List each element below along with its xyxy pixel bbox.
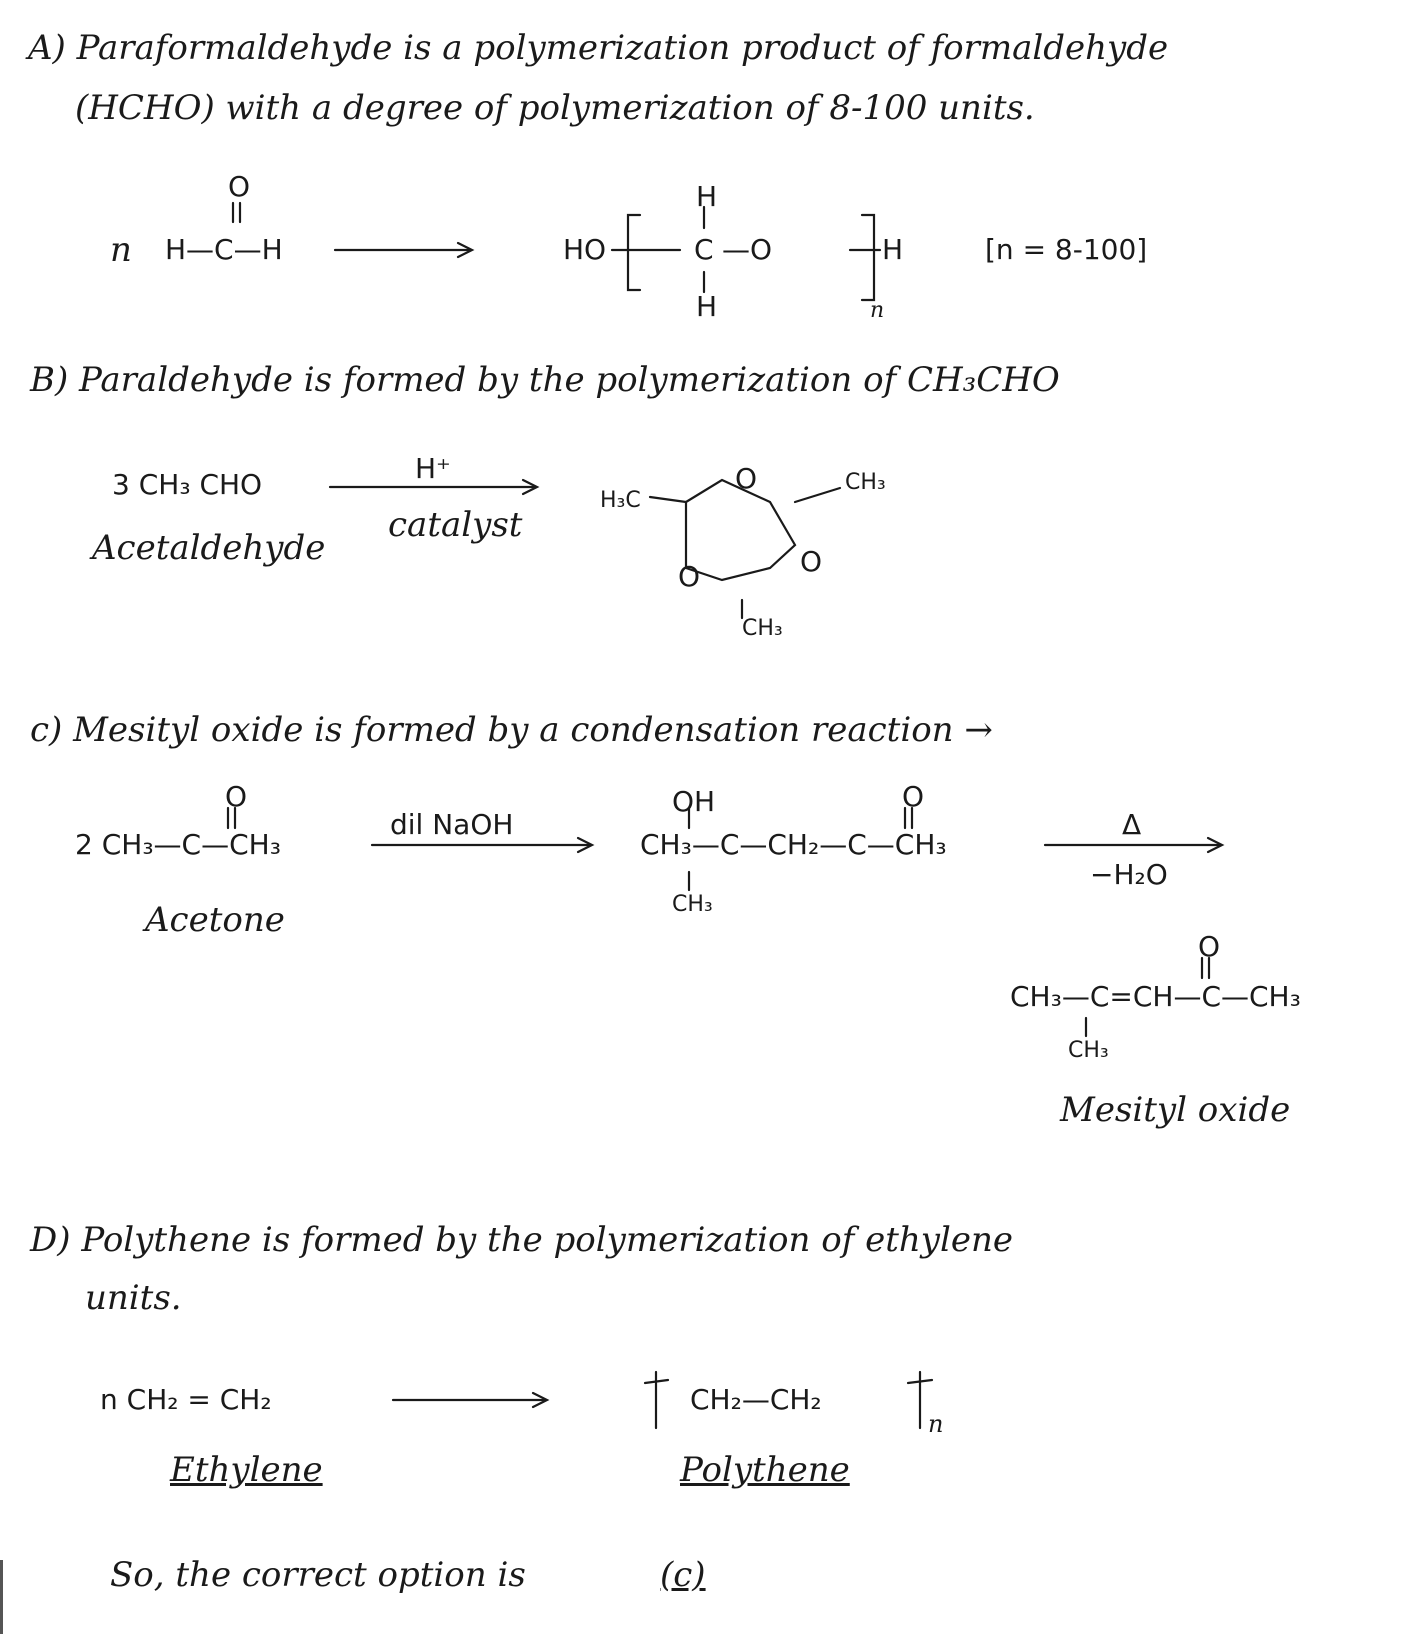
- conclusion-text: So, the correct option is: [110, 1555, 526, 1595]
- intermediate-oh: OH: [672, 785, 716, 818]
- polythene-formula: CH₂—CH₂: [690, 1383, 822, 1416]
- product-oxygen: —O: [722, 233, 773, 266]
- bracket-a-right: [862, 215, 874, 300]
- acetone-formula: 2 CH₃—C—CH₃: [75, 828, 281, 861]
- bracket-d-right-top: [908, 1380, 932, 1383]
- acetaldehyde-name: Acetaldehyde: [92, 528, 326, 568]
- arrow-c2-head: [1208, 838, 1222, 852]
- scan-edge-mark: [0, 1560, 3, 1634]
- product-h-top: H: [696, 180, 718, 213]
- arrow-c2-heat: Δ: [1122, 808, 1142, 841]
- ring-sub-right: [795, 488, 840, 502]
- section-a-line2: (HCHO) with a degree of polymerization of 8-100 units.: [75, 88, 1035, 128]
- arrow-c1-head: [578, 838, 592, 852]
- paraldehyde-ring: [686, 480, 795, 580]
- product-ho: HO: [563, 233, 607, 266]
- product-h-end: H: [882, 233, 904, 266]
- ring-oxygen-right: O: [800, 545, 823, 578]
- section-c-line1: c) Mesityl oxide is formed by a condensation reaction →: [30, 710, 993, 750]
- bracket-d-left-top: [645, 1380, 668, 1383]
- arrow-c2-water-loss: −H₂O: [1090, 858, 1168, 891]
- arrow-d-head: [533, 1393, 547, 1407]
- ring-sub-h3c: H₃C: [600, 488, 641, 513]
- intermediate-ch3: CH₃: [672, 892, 713, 917]
- ring-oxygen-top: O: [735, 462, 758, 495]
- polymerization-range: [n = 8-100]: [985, 233, 1148, 266]
- reactant-n: n: [110, 230, 132, 270]
- acetone-name: Acetone: [145, 900, 285, 940]
- ethylene-name: Ethylene: [170, 1450, 323, 1490]
- arrow-b-catalyst-symbol: H⁺: [415, 452, 451, 485]
- mesityl-name: Mesityl oxide: [1060, 1090, 1291, 1130]
- acetaldehyde-formula: 3 CH₃ CHO: [112, 468, 263, 501]
- product-subscript-n: n: [870, 298, 885, 323]
- formaldehyde-formula: H—C—H: [165, 233, 283, 266]
- ring-sub-ch3-bottom: CH₃: [742, 616, 783, 641]
- arrow-b-catalyst-label: catalyst: [388, 505, 523, 545]
- ethylene-formula: n CH₂ = CH₂: [100, 1383, 272, 1416]
- section-b-line1: B) Paraldehyde is formed by the polymerization of CH₃CHO: [30, 360, 1060, 400]
- arrow-c1-reagent: dil NaOH: [390, 808, 514, 841]
- product-carbon: C: [694, 233, 714, 266]
- mesityl-oxygen: O: [1198, 930, 1221, 963]
- formaldehyde-oxygen: O: [228, 170, 251, 203]
- section-a-line1: A) Paraformaldehyde is a polymerization product of formaldehyde: [28, 28, 1169, 68]
- intermediate-oxygen: O: [902, 780, 925, 813]
- section-d-line2: units.: [85, 1278, 182, 1318]
- section-d-line1: D) Polythene is formed by the polymerization of ethylene: [30, 1220, 1013, 1260]
- correct-answer: (c): [660, 1555, 706, 1595]
- arrow-a-head: [458, 243, 472, 257]
- arrow-b-head: [523, 480, 537, 494]
- mesityl-formula: CH₃—C=CH—C—CH₃: [1010, 980, 1301, 1013]
- ring-oxygen-left: O: [678, 560, 701, 593]
- polythene-name: Polythene: [680, 1450, 850, 1490]
- mesityl-ch3: CH₃: [1068, 1038, 1109, 1063]
- polythene-subscript-n: n: [928, 1410, 944, 1438]
- product-h-bottom: H: [696, 290, 718, 323]
- intermediate-formula: CH₃—C—CH₂—C—CH₃: [640, 828, 947, 861]
- acetone-oxygen: O: [225, 780, 248, 813]
- bracket-a-left: [628, 215, 640, 290]
- ring-sub-left: [650, 497, 686, 502]
- ring-sub-ch3-right: CH₃: [845, 470, 886, 495]
